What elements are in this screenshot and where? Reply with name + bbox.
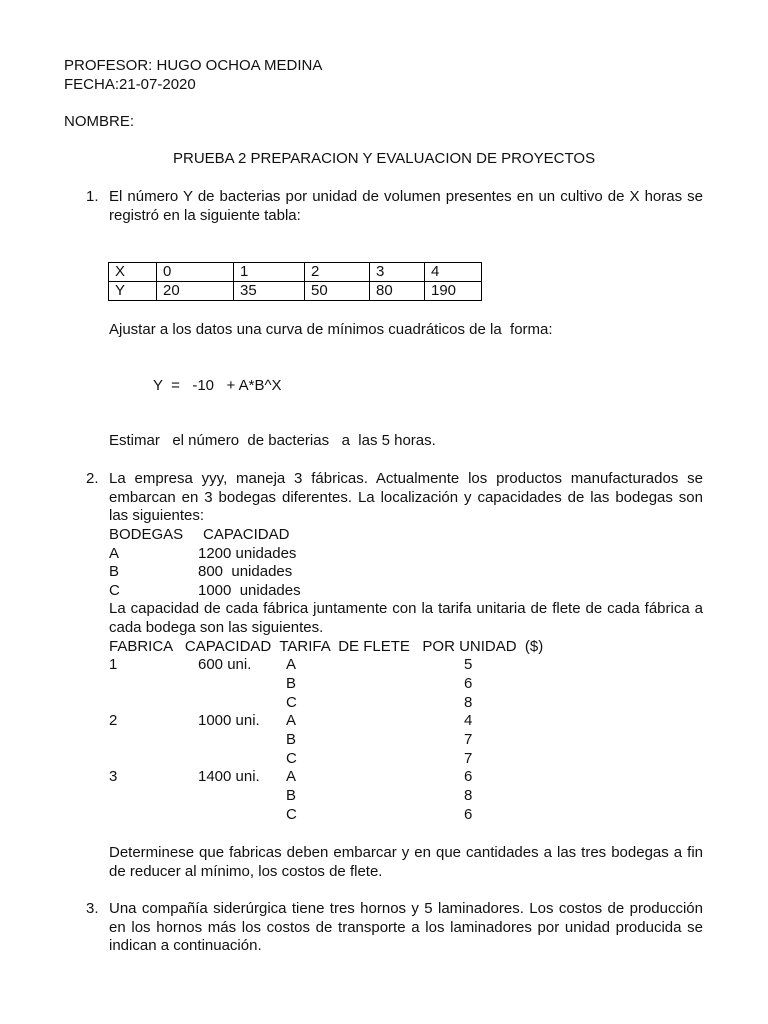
warehouse-name: B bbox=[109, 563, 120, 580]
rate-factory: 2 bbox=[109, 712, 118, 729]
table-cell: 190 bbox=[425, 282, 482, 301]
question-2-capacity-text: La capacidad de cada fábrica juntamente con la tarifa unitaria de flete de cada fábrica a cada bodega son las siguientes. bbox=[109, 600, 703, 636]
rate-factory: 3 bbox=[109, 768, 118, 785]
rate-warehouse: C bbox=[286, 694, 297, 711]
rates-header: FABRICA CAPACIDAD TARIFA DE FLETE POR UNIDAD ($) bbox=[109, 638, 544, 655]
rate-warehouse: A bbox=[286, 768, 297, 785]
rate-capacity: 1400 uni. bbox=[198, 768, 260, 785]
warehouse-header-name: BODEGAS bbox=[109, 526, 184, 543]
table-row-y bbox=[109, 282, 482, 301]
rate-value: 6 bbox=[464, 768, 473, 785]
question-3-number: 3. bbox=[86, 900, 99, 917]
question-1-number: 1. bbox=[86, 188, 99, 205]
question-1-formula: Y = -10 + A*B^X bbox=[153, 377, 282, 394]
rate-warehouse: A bbox=[286, 656, 297, 673]
table-cell: 1 bbox=[234, 263, 305, 282]
rate-value: 5 bbox=[464, 656, 473, 673]
table-cell: 50 bbox=[305, 282, 370, 301]
table-cell: 20 bbox=[157, 282, 234, 301]
bacteria-data-table bbox=[108, 262, 482, 301]
rate-value: 7 bbox=[464, 750, 473, 767]
warehouse-header-capacity: CAPACIDAD bbox=[203, 526, 290, 543]
table-cell: X bbox=[109, 263, 157, 282]
question-2-number: 2. bbox=[86, 470, 99, 487]
table-cell: 3 bbox=[370, 263, 425, 282]
rate-factory: 1 bbox=[109, 656, 118, 673]
warehouse-name: C bbox=[109, 582, 120, 599]
rate-capacity: 1000 uni. bbox=[198, 712, 260, 729]
question-2-intro: La empresa yyy, maneja 3 fábricas. Actualmente los productos manufacturados se embarcan en 3 bodegas diferentes. La localización y capacidades de las bodegas son las siguientes: bbox=[109, 470, 703, 524]
rate-warehouse: C bbox=[286, 806, 297, 823]
rate-warehouse: B bbox=[286, 787, 297, 804]
warehouse-capacity: 1200 unidades bbox=[198, 545, 297, 562]
rate-warehouse: A bbox=[286, 712, 297, 729]
table-cell: 4 bbox=[425, 263, 482, 282]
rate-value: 7 bbox=[464, 731, 473, 748]
rate-capacity: 600 uni. bbox=[198, 656, 252, 673]
question-1-estimate: Estimar el número de bacterias a las 5 horas. bbox=[109, 432, 436, 449]
professor-line: PROFESOR: HUGO OCHOA MEDINA bbox=[64, 57, 323, 74]
table-cell: 2 bbox=[305, 263, 370, 282]
rate-warehouse: B bbox=[286, 731, 297, 748]
warehouse-capacity: 800 unidades bbox=[198, 563, 293, 580]
name-line: NOMBRE: bbox=[64, 113, 135, 130]
date-line: FECHA:21-07-2020 bbox=[64, 76, 196, 93]
rate-value: 8 bbox=[464, 787, 473, 804]
table-row-x bbox=[109, 263, 482, 282]
exam-title: PRUEBA 2 PREPARACION Y EVALUACION DE PROYECTOS bbox=[173, 150, 596, 167]
question-1-intro: El número Y de bacterias por unidad de volumen presentes en un cultivo de X horas se registró en la siguiente tabla: bbox=[109, 188, 703, 224]
question-2-conclusion: Determinese que fabricas deben embarcar y en que cantidades a las tres bodegas a fin de reducer al mínimo, los costos de flete. bbox=[109, 844, 703, 880]
table-cell: 80 bbox=[370, 282, 425, 301]
rate-warehouse: C bbox=[286, 750, 297, 767]
table-cell: 35 bbox=[234, 282, 305, 301]
question-3-intro: Una compañía siderúrgica tiene tres hornos y 5 laminadores. Los costos de producción en los hornos más los costos de transporte a los laminadores por unidad producida se indican a continuación. bbox=[109, 900, 703, 954]
table-cell: Y bbox=[109, 282, 157, 301]
rate-value: 6 bbox=[464, 806, 473, 823]
rate-warehouse: B bbox=[286, 675, 297, 692]
warehouse-capacity: 1000 unidades bbox=[198, 582, 301, 599]
question-1-instruction: Ajustar a los datos una curva de mínimos cuadráticos de la forma: bbox=[109, 321, 553, 338]
rate-value: 8 bbox=[464, 694, 473, 711]
rate-value: 6 bbox=[464, 675, 473, 692]
rate-value: 4 bbox=[464, 712, 473, 729]
table-cell: 0 bbox=[157, 263, 234, 282]
warehouse-name: A bbox=[109, 545, 120, 562]
